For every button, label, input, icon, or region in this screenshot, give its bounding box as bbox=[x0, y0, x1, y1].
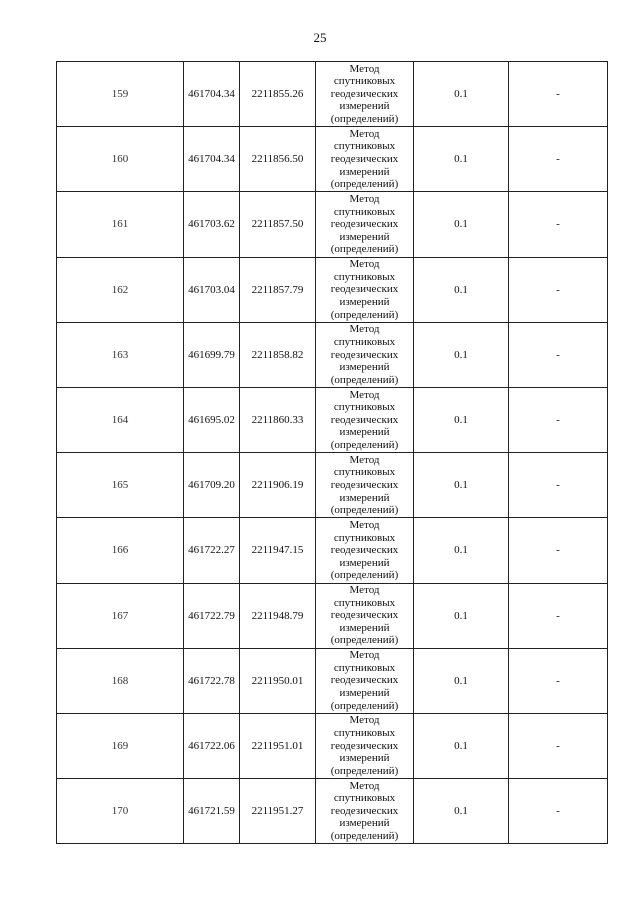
point-number-cell bbox=[57, 257, 184, 322]
method-cell bbox=[316, 387, 414, 452]
y-coordinate-cell bbox=[240, 127, 316, 192]
x-coordinate-cell-text: 461704.34 bbox=[188, 153, 235, 166]
note-cell-text: - bbox=[556, 153, 560, 166]
note-cell bbox=[509, 583, 608, 648]
method-cell-text: Метод спутниковых геодезических измерений (определений) bbox=[330, 258, 399, 321]
x-coordinate-cell bbox=[184, 648, 240, 713]
note-cell-text: - bbox=[556, 739, 560, 752]
y-coordinate-cell bbox=[240, 518, 316, 583]
method-cell bbox=[316, 453, 414, 518]
method-cell-text: Метод спутниковых геодезических измерений (определений) bbox=[330, 388, 399, 451]
method-cell-text: Метод спутниковых геодезических измерений (определений) bbox=[330, 127, 399, 191]
x-coordinate-cell bbox=[184, 257, 240, 322]
method-cell-text: Метод спутниковых геодезических измерений (определений) bbox=[330, 649, 399, 712]
table-row bbox=[57, 713, 608, 778]
note-cell-text: - bbox=[556, 805, 560, 818]
y-coordinate-cell-text: 2211951.27 bbox=[251, 805, 304, 818]
table-row bbox=[57, 518, 608, 583]
method-cell-text: Метод спутниковых геодезических измерений (определений) bbox=[330, 518, 399, 582]
accuracy-cell-text: 0.1 bbox=[454, 544, 468, 557]
point-number-cell-text: 160 bbox=[111, 153, 129, 166]
method-cell-text: Метод спутниковых геодезических измерений (определений) bbox=[330, 779, 399, 843]
method-cell-text: Метод спутниковых геодезических измерений (определений) bbox=[330, 62, 399, 125]
accuracy-cell bbox=[414, 387, 509, 452]
accuracy-cell bbox=[414, 322, 509, 387]
table-row bbox=[57, 453, 608, 518]
point-number-cell-text: 167 bbox=[111, 609, 129, 622]
accuracy-cell bbox=[414, 257, 509, 322]
accuracy-cell bbox=[414, 127, 509, 192]
x-coordinate-cell-text: 461721.59 bbox=[188, 805, 235, 818]
accuracy-cell-text: 0.1 bbox=[454, 479, 468, 492]
y-coordinate-cell bbox=[240, 453, 316, 518]
accuracy-cell bbox=[414, 779, 509, 844]
point-number-cell-text: 163 bbox=[111, 348, 129, 361]
method-cell bbox=[316, 322, 414, 387]
method-cell bbox=[316, 779, 414, 844]
accuracy-cell-text: 0.1 bbox=[454, 805, 468, 818]
point-number-cell bbox=[57, 453, 184, 518]
table-row bbox=[57, 387, 608, 452]
x-coordinate-cell bbox=[184, 192, 240, 257]
y-coordinate-cell-text: 2211906.19 bbox=[251, 479, 304, 492]
y-coordinate-cell bbox=[240, 322, 316, 387]
point-number-cell-text: 162 bbox=[111, 283, 129, 296]
point-number-cell-text: 169 bbox=[111, 739, 129, 752]
note-cell bbox=[509, 322, 608, 387]
y-coordinate-cell bbox=[240, 583, 316, 648]
point-number-cell bbox=[57, 192, 184, 257]
x-coordinate-cell bbox=[184, 583, 240, 648]
note-cell bbox=[509, 779, 608, 844]
y-coordinate-cell-text: 2211948.79 bbox=[251, 609, 304, 622]
note-cell bbox=[509, 453, 608, 518]
note-cell-text: - bbox=[556, 609, 560, 622]
accuracy-cell bbox=[414, 62, 509, 127]
point-number-cell bbox=[57, 127, 184, 192]
y-coordinate-cell-text: 2211951.01 bbox=[251, 739, 304, 752]
point-number-cell bbox=[57, 648, 184, 713]
method-cell-text: Метод спутниковых геодезических измерений (определений) bbox=[330, 584, 399, 647]
point-number-cell-text: 170 bbox=[111, 805, 129, 818]
table-row bbox=[57, 62, 608, 127]
point-number-cell bbox=[57, 583, 184, 648]
accuracy-cell-text: 0.1 bbox=[454, 348, 468, 361]
accuracy-cell bbox=[414, 453, 509, 518]
y-coordinate-cell bbox=[240, 387, 316, 452]
x-coordinate-cell bbox=[184, 779, 240, 844]
coordinates-table-body bbox=[57, 62, 608, 844]
y-coordinate-cell bbox=[240, 648, 316, 713]
point-number-cell bbox=[57, 518, 184, 583]
y-coordinate-cell-text: 2211857.79 bbox=[251, 283, 304, 296]
note-cell bbox=[509, 127, 608, 192]
point-number-cell bbox=[57, 779, 184, 844]
note-cell bbox=[509, 387, 608, 452]
note-cell-text: - bbox=[556, 479, 560, 492]
x-coordinate-cell-text: 461722.27 bbox=[188, 544, 235, 557]
y-coordinate-cell-text: 2211858.82 bbox=[251, 348, 304, 361]
accuracy-cell bbox=[414, 713, 509, 778]
method-cell-text: Метод спутниковых геодезических измерений (определений) bbox=[330, 453, 399, 517]
x-coordinate-cell-text: 461709.20 bbox=[188, 479, 235, 492]
x-coordinate-cell-text: 461695.02 bbox=[188, 414, 235, 427]
method-cell-text: Метод спутниковых геодезических измерений (определений) bbox=[330, 714, 399, 777]
accuracy-cell-text: 0.1 bbox=[454, 414, 468, 427]
x-coordinate-cell-text: 461703.04 bbox=[188, 283, 235, 296]
x-coordinate-cell bbox=[184, 453, 240, 518]
note-cell bbox=[509, 648, 608, 713]
note-cell-text: - bbox=[556, 88, 560, 101]
method-cell bbox=[316, 127, 414, 192]
point-number-cell bbox=[57, 322, 184, 387]
x-coordinate-cell bbox=[184, 713, 240, 778]
y-coordinate-cell bbox=[240, 62, 316, 127]
x-coordinate-cell-text: 461699.79 bbox=[188, 348, 235, 361]
method-cell bbox=[316, 583, 414, 648]
y-coordinate-cell bbox=[240, 192, 316, 257]
note-cell-text: - bbox=[556, 414, 560, 427]
accuracy-cell bbox=[414, 518, 509, 583]
y-coordinate-cell-text: 2211950.01 bbox=[251, 674, 304, 687]
method-cell bbox=[316, 62, 414, 127]
note-cell-text: - bbox=[556, 218, 560, 231]
point-number-cell-text: 165 bbox=[111, 479, 129, 492]
x-coordinate-cell-text: 461722.06 bbox=[188, 739, 235, 752]
note-cell-text: - bbox=[556, 674, 560, 687]
accuracy-cell bbox=[414, 583, 509, 648]
x-coordinate-cell-text: 461722.79 bbox=[188, 609, 235, 622]
y-coordinate-cell-text: 2211857.50 bbox=[251, 218, 304, 231]
note-cell-text: - bbox=[556, 348, 560, 361]
method-cell bbox=[316, 518, 414, 583]
x-coordinate-cell-text: 461703.62 bbox=[188, 218, 235, 231]
accuracy-cell-text: 0.1 bbox=[454, 283, 468, 296]
note-cell-text: - bbox=[556, 283, 560, 296]
point-number-cell bbox=[57, 713, 184, 778]
method-cell bbox=[316, 257, 414, 322]
y-coordinate-cell bbox=[240, 779, 316, 844]
x-coordinate-cell-text: 461704.34 bbox=[188, 88, 235, 101]
y-coordinate-cell-text: 2211855.26 bbox=[251, 88, 304, 101]
x-coordinate-cell bbox=[184, 518, 240, 583]
coordinates-table bbox=[56, 61, 608, 844]
table-row bbox=[57, 257, 608, 322]
point-number-cell-text: 166 bbox=[111, 544, 129, 557]
note-cell bbox=[509, 713, 608, 778]
table-row bbox=[57, 583, 608, 648]
x-coordinate-cell bbox=[184, 387, 240, 452]
accuracy-cell-text: 0.1 bbox=[454, 218, 468, 231]
accuracy-cell-text: 0.1 bbox=[454, 609, 468, 622]
x-coordinate-cell bbox=[184, 62, 240, 127]
y-coordinate-cell-text: 2211860.33 bbox=[251, 414, 304, 427]
accuracy-cell-text: 0.1 bbox=[454, 674, 468, 687]
note-cell bbox=[509, 257, 608, 322]
table-row bbox=[57, 127, 608, 192]
point-number-cell-text: 161 bbox=[111, 218, 129, 231]
method-cell-text: Метод спутниковых геодезических измерений (определений) bbox=[330, 192, 399, 256]
y-coordinate-cell-text: 2211947.15 bbox=[251, 544, 304, 557]
table-row bbox=[57, 648, 608, 713]
y-coordinate-cell bbox=[240, 713, 316, 778]
note-cell bbox=[509, 192, 608, 257]
point-number-cell bbox=[57, 62, 184, 127]
accuracy-cell bbox=[414, 192, 509, 257]
x-coordinate-cell bbox=[184, 127, 240, 192]
note-cell bbox=[509, 62, 608, 127]
point-number-cell bbox=[57, 387, 184, 452]
method-cell bbox=[316, 192, 414, 257]
accuracy-cell-text: 0.1 bbox=[454, 153, 468, 166]
accuracy-cell-text: 0.1 bbox=[454, 88, 468, 101]
note-cell bbox=[509, 518, 608, 583]
table-row bbox=[57, 779, 608, 844]
x-coordinate-cell-text: 461722.78 bbox=[188, 674, 235, 687]
table-row bbox=[57, 322, 608, 387]
y-coordinate-cell-text: 2211856.50 bbox=[251, 153, 304, 166]
accuracy-cell bbox=[414, 648, 509, 713]
table-row bbox=[57, 192, 608, 257]
point-number-cell-text: 159 bbox=[111, 88, 129, 101]
point-number-cell-text: 168 bbox=[111, 674, 129, 687]
page-number: 25 bbox=[313, 30, 327, 45]
point-number-cell-text: 164 bbox=[111, 414, 129, 427]
accuracy-cell-text: 0.1 bbox=[454, 739, 468, 752]
x-coordinate-cell bbox=[184, 322, 240, 387]
method-cell bbox=[316, 648, 414, 713]
note-cell-text: - bbox=[556, 544, 560, 557]
y-coordinate-cell bbox=[240, 257, 316, 322]
method-cell-text: Метод спутниковых геодезических измерений (определений) bbox=[330, 323, 399, 386]
method-cell bbox=[316, 713, 414, 778]
